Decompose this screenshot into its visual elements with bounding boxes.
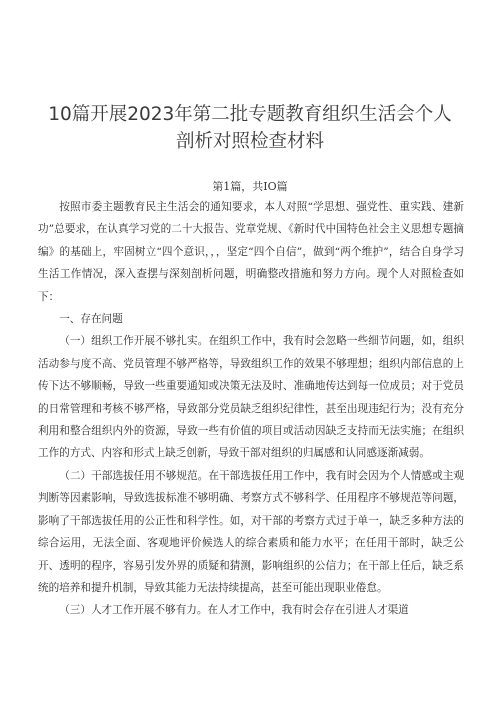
paragraph-item-1: （一）组织工作开展不够扎实。在组织工作中，我有时会忽略一些细节问题，如，组织活动参与度不高、党员管理不够严格等，导致组织工作的效果不够理想；组织内部信息的上传下达不够顺畅，导致一些重要通知或决策无法及时、准确地传达到每一位成员；对于党员的日常管理和考核不够严格，导致部分党员缺乏组织纪律性，甚至出现违纪行为；没有充分利用和整合组织内外的资源，导致一些有价值的项目或活动因缺乏支持而无法实施；在组织工作的方式、内容和形式上缺乏创新，导致干部对组织的归属感和认同感逐渐减弱。 — [38, 335, 464, 460]
document-subtitle: 第1篇，共IO篇 — [212, 180, 288, 193]
document-body — [38, 196, 464, 622]
document-title-line2: 剖析对照检查材料 — [175, 131, 324, 152]
section-heading: 一、存在问题 — [59, 313, 123, 326]
paragraph-item-3: （三）人才工作开展不够有力。在人才工作中，我有时会存在引进人才渠道 — [59, 604, 409, 617]
paragraph-intro: 按照市委主题教育民主生活会的通知要求，本人对照“学思想、强党性、重实践、建新功”总要求，在认真学习党的二十大报告、党章党规、《新时代中国特色社会主义思想专题摘编》的基础上，牢固树立“四个意识，，，坚定“四个自信”，做到“两个维护”，结合自身学习生活工作情况，深入查摆与深刻剖析问题，明确整改措施和努力方向。现个人对照检查如下： — [38, 201, 464, 303]
document-title-line1: 10篇开展2023年第二批专题教育组织生活会个人 — [48, 104, 452, 125]
paragraph-item-2: （二）干部选拔任用不够规范。在干部选拔任用工作中，我有时会因为个人情感或主观判断等因素影响，导致选拔标准不够明确、考察方式不够科学、任用程序不够规范等问题，影响了干部选拔任用的公正性和科学性。如，对干部的考察方式过于单一，缺乏多种方法的综合运用，无法全面、客观地评价候选人的综合素质和能力水平；在任用干部时，缺乏公开、透明的程序，容易引发外界的质疑和猜测，影响组织的公信力；在干部上任后，缺乏系统的培养和提升机制，导致其能力无法持续提高，甚至可能出现职业倦怠。 — [38, 469, 464, 594]
